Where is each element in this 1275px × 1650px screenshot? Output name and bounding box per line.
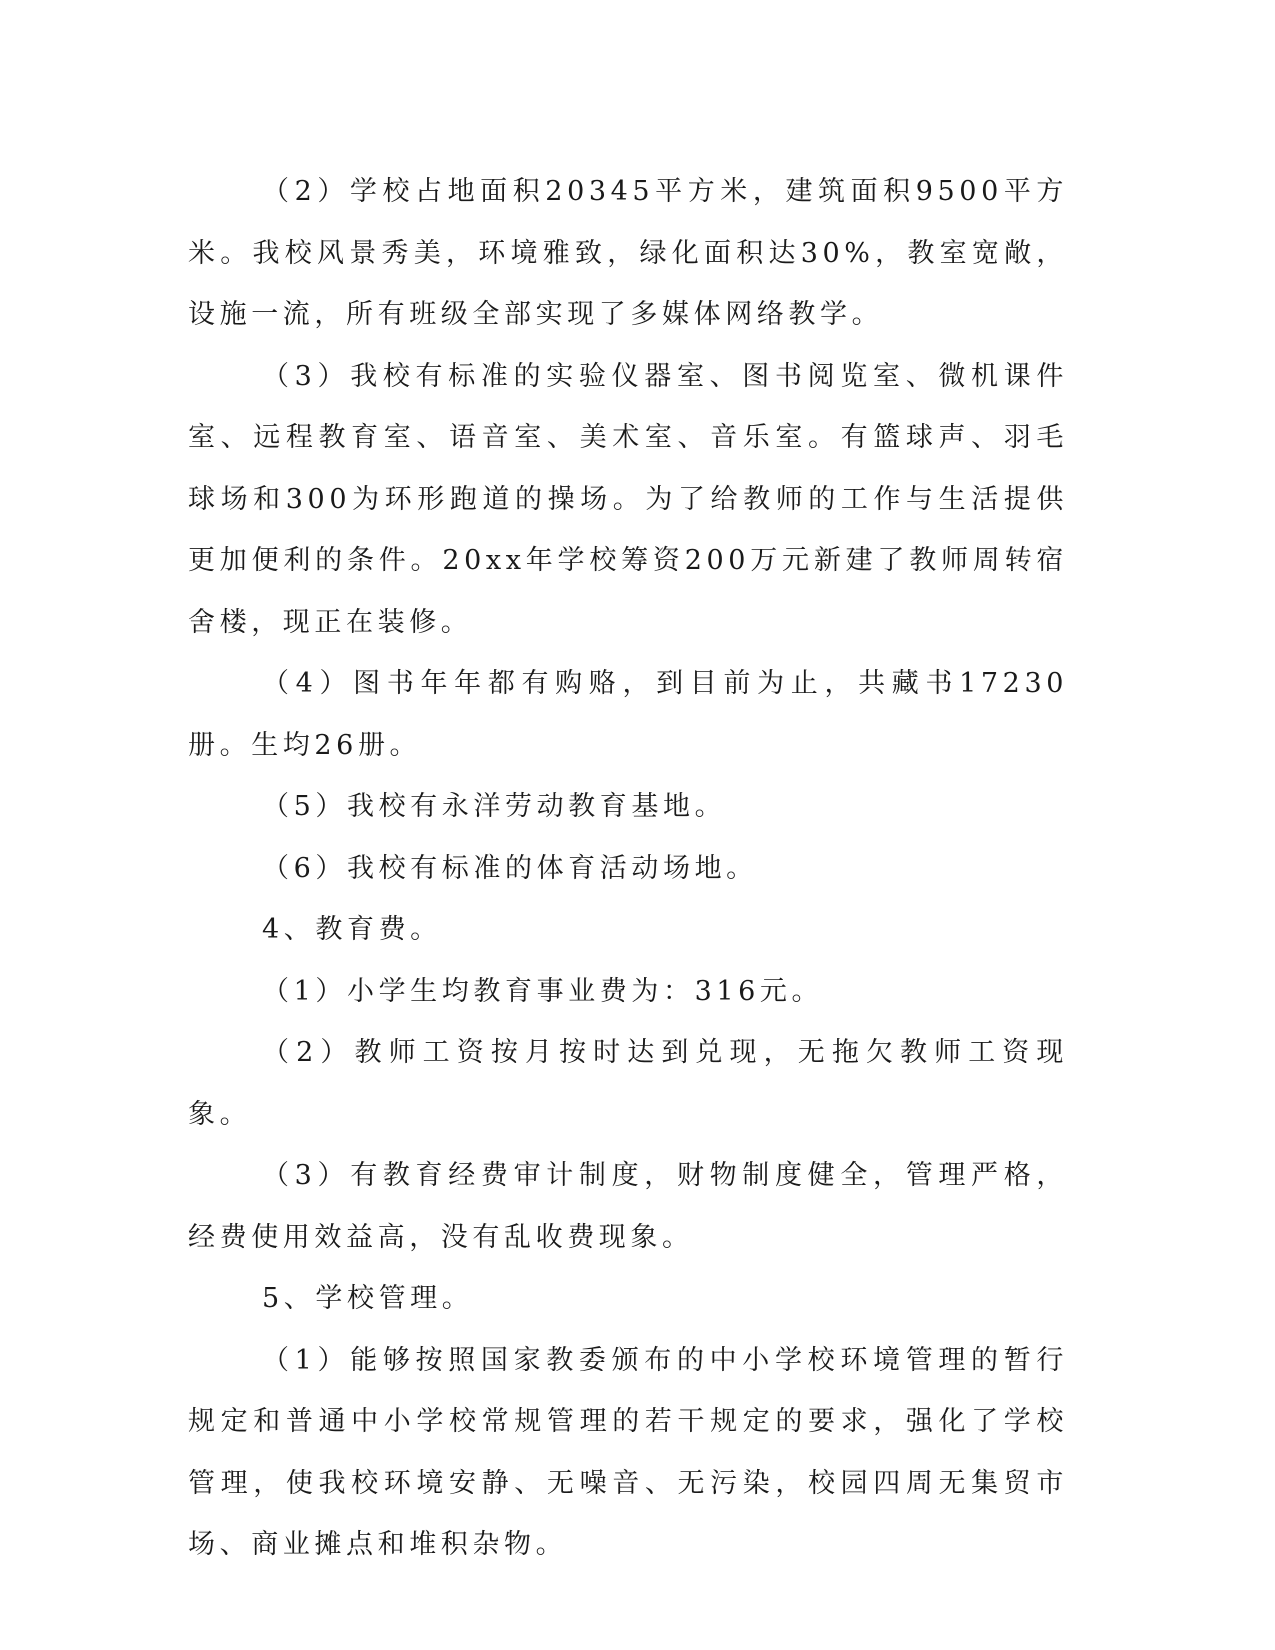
paragraph-audit-system: （3）有教育经费审计制度，财物制度健全，管理严格，经费使用效益高，没有乱收费现象。 [188, 1160, 1068, 1253]
paragraph-sports-ground: （6）我校有标准的体育活动场地。 [262, 852, 758, 884]
paragraph-library: （4）图书年年都有购赂，到目前为止，共藏书17230册。生均26册。 [188, 668, 1068, 761]
paragraph-management-rules: （1）能够按照国家教委颁布的中小学校环境管理的暂行规定和普通中小学校常规管理的若干规定的要求，强化了学校管理，使我校环境安静、无噪音、无污染，校园四周无集贸市场、商业摊点和堆积杂物。 [188, 1344, 1068, 1560]
paragraph-funds-per-student: （1）小学生均教育事业费为：316元。 [262, 975, 824, 1007]
paragraph-teacher-salary: （2）教师工资按月按时达到兑现，无拖欠教师工资现象。 [188, 1037, 1068, 1130]
paragraph-site-area: （2）学校占地面积20345平方米，建筑面积9500平方米。我校风景秀美，环境雅致，绿化面积达30%，教室宽敞，设施一流，所有班级全部实现了多媒体网络教学。 [188, 176, 1068, 330]
paragraph-facilities: （3）我校有标准的实验仪器室、图书阅览室、微机课件室、远程教育室、语音室、美术室、音乐室。有篮球声、羽毛球场和300为环形跑道的操场。为了给教师的工作与生活提供更加便利的条件。20xx年学校筹资200万元新建了教师周转宿舍楼，现正在装修。 [188, 360, 1068, 638]
paragraph-labor-base: （5）我校有永洋劳动教育基地。 [262, 791, 727, 822]
section-heading-school-management: 5、学校管理。 [262, 1283, 474, 1314]
section-heading-education-funds: 4、教育费。 [262, 914, 442, 945]
document-body [188, 161, 1068, 1576]
